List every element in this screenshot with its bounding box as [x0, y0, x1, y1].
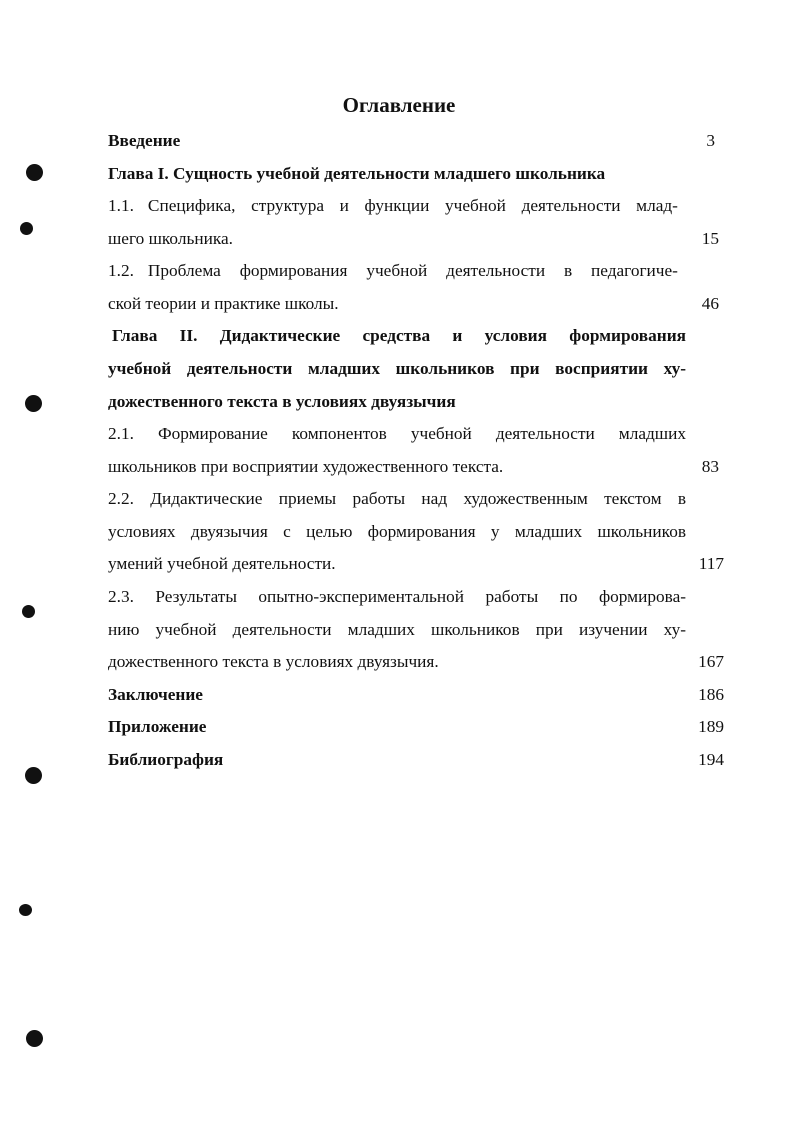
toc-entry-chapter-2-line2: учебной деятельности младших школьников при восприятии ху-	[108, 359, 686, 378]
page-number-2-3: 167	[698, 652, 724, 671]
toc-entry-conclusion: Заключение	[108, 685, 203, 704]
toc-entry-1-2	[108, 260, 686, 282]
toc-entry-intro: Введение	[108, 131, 181, 150]
page-number-intro: 3	[706, 131, 715, 150]
page-number-2-2: 117	[698, 554, 724, 573]
punch-hole	[26, 1030, 43, 1047]
toc-entry-1-1-line2: шего школьника.	[108, 229, 233, 248]
page-number-2-1: 83	[701, 457, 719, 476]
page-number-1-2: 46	[701, 294, 719, 313]
toc-entry-2-2-line2: условиях двуязычия с целью формирования у младших школьников	[108, 522, 686, 541]
page-number-conclusion: 186	[698, 685, 724, 704]
page-number-1-1: 15	[701, 229, 719, 248]
toc-entry-1-2-line1: Проблема формирования учебной деятельности в педагогиче-	[147, 261, 678, 280]
toc-entry-appendix: Приложение	[108, 717, 207, 736]
toc-entry-chapter-1: Глава I. Сущность учебной деятельности младшего школьника	[108, 164, 606, 183]
page-number-appendix: 189	[698, 717, 724, 736]
punch-hole	[20, 222, 33, 235]
toc-entry-2-3-line3: дожественного текста в условиях двуязычия.	[108, 652, 439, 671]
punch-hole	[22, 605, 35, 618]
section-number-1-2: 1.2.	[108, 261, 134, 280]
section-number-1-1: 1.1.	[108, 196, 134, 215]
toc-entry-2-1-line2: школьников при восприятии художественного текста.	[108, 457, 504, 476]
toc-entry-2-3-line2: нию учебной деятельности младших школьников при изучении ху-	[108, 620, 686, 639]
toc-entry-chapter-2-line1: Глава II. Дидактические средства и условия формирования	[112, 326, 686, 345]
toc-entry-1-2-line2: ской теории и практике школы.	[108, 294, 339, 313]
toc-entry-2-2-line3: умений учебной деятельности.	[108, 554, 336, 573]
toc-entry-2-3-line1: 2.3. Результаты опытно-экспериментальной работы по формирова-	[108, 587, 686, 606]
toc-entry-2-1-line1: 2.1. Формирование компонентов учебной деятельности младших	[108, 424, 686, 443]
punch-hole	[19, 904, 32, 916]
punch-hole	[26, 164, 43, 181]
toc-entry-bibliography: Библиография	[108, 750, 224, 769]
punch-hole	[25, 767, 42, 784]
toc-entry-1-1	[108, 195, 686, 217]
toc-title: Оглавление	[342, 93, 456, 117]
toc-entry-2-2-line1: 2.2. Дидактические приемы работы над художественным текстом в	[108, 489, 686, 508]
page-number-bibliography: 194	[698, 750, 724, 769]
toc-entry-chapter-2-line3: дожественного текста в условиях двуязычия	[108, 392, 456, 411]
punch-hole	[25, 395, 42, 412]
toc-entry-1-1-line1: Специфика, структура и функции учебной деятельности млад-	[147, 196, 678, 215]
